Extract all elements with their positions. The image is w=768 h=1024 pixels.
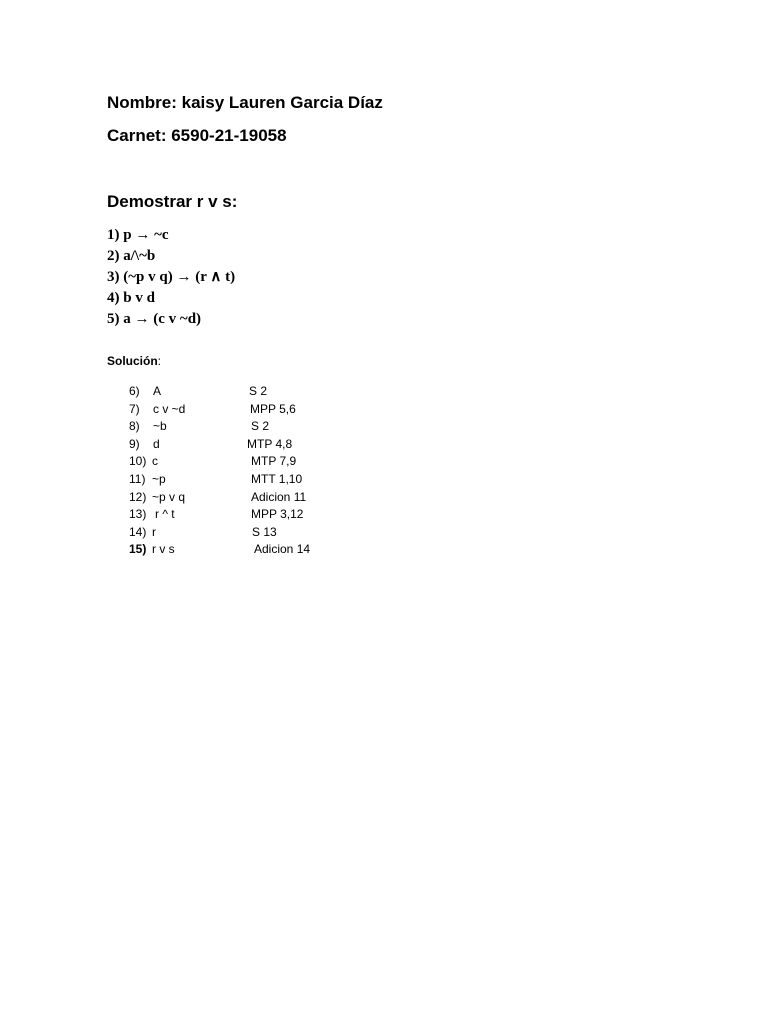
premise-1: 1) p → ~c bbox=[107, 227, 169, 243]
step-rule: MTT 1,10 bbox=[251, 471, 303, 486]
step-number: 7) bbox=[129, 401, 140, 416]
proof-step bbox=[129, 453, 389, 471]
step-number: 10) bbox=[129, 454, 147, 469]
step-rule: MPP 3,12 bbox=[251, 507, 304, 522]
proof-step bbox=[129, 524, 389, 542]
step-rule: S 13 bbox=[252, 524, 277, 539]
proof-step bbox=[129, 401, 389, 419]
step-rule: MTP 4,8 bbox=[247, 436, 293, 451]
step-rule: MPP 5,6 bbox=[250, 401, 296, 416]
step-number: 13) bbox=[129, 507, 147, 522]
step-rule: MTP 7,9 bbox=[251, 454, 297, 469]
step-number: 6) bbox=[129, 384, 140, 398]
proof-step bbox=[129, 436, 389, 454]
student-name: Nombre: kaisy Lauren Garcia Díaz bbox=[107, 93, 383, 112]
proof-step bbox=[129, 383, 389, 401]
solution-steps bbox=[129, 383, 389, 559]
step-expression: ~p bbox=[152, 471, 166, 486]
proof-step bbox=[129, 418, 389, 436]
student-id: Carnet: 6590-21-19058 bbox=[107, 126, 287, 145]
step-rule: S 2 bbox=[251, 419, 270, 434]
step-expression: r ^ t bbox=[155, 507, 175, 522]
proof-step bbox=[129, 489, 389, 507]
premise-list bbox=[107, 225, 235, 330]
proof-goal: Demostrar r v s: bbox=[107, 192, 238, 211]
step-rule: Adicion 14 bbox=[254, 542, 311, 557]
premise-5: 5) a → (c v ~d) bbox=[107, 311, 202, 327]
step-expression: c bbox=[152, 454, 158, 469]
step-number: 8) bbox=[129, 419, 140, 434]
solution-label bbox=[107, 353, 161, 369]
step-expression: r bbox=[152, 524, 156, 539]
step-expression: ~b bbox=[153, 419, 167, 434]
step-expression: d bbox=[153, 436, 160, 451]
step-number: 14) bbox=[129, 524, 147, 539]
proof-step bbox=[129, 506, 389, 524]
step-expression: c v ~d bbox=[153, 401, 186, 416]
premise-4: 4) b v d bbox=[107, 290, 155, 306]
solution-label-text: Solución bbox=[107, 354, 158, 368]
premise-3: 3) (~p v q) → (r ∧ t) bbox=[107, 269, 236, 285]
step-number: 11) bbox=[129, 471, 146, 486]
step-expression: r v s bbox=[152, 542, 175, 557]
solution-label-colon: : bbox=[157, 354, 162, 368]
step-number: 15) bbox=[129, 542, 147, 557]
premise-2: 2) a/\~b bbox=[107, 248, 156, 264]
proof-step bbox=[129, 471, 389, 489]
proof-step bbox=[129, 541, 389, 559]
step-rule: S 2 bbox=[249, 384, 268, 398]
step-expression: A bbox=[153, 384, 162, 398]
step-number: 9) bbox=[129, 436, 140, 451]
step-number: 12) bbox=[129, 489, 147, 504]
step-expression: ~p v q bbox=[152, 489, 186, 504]
step-rule: Adicion 11 bbox=[251, 489, 307, 504]
